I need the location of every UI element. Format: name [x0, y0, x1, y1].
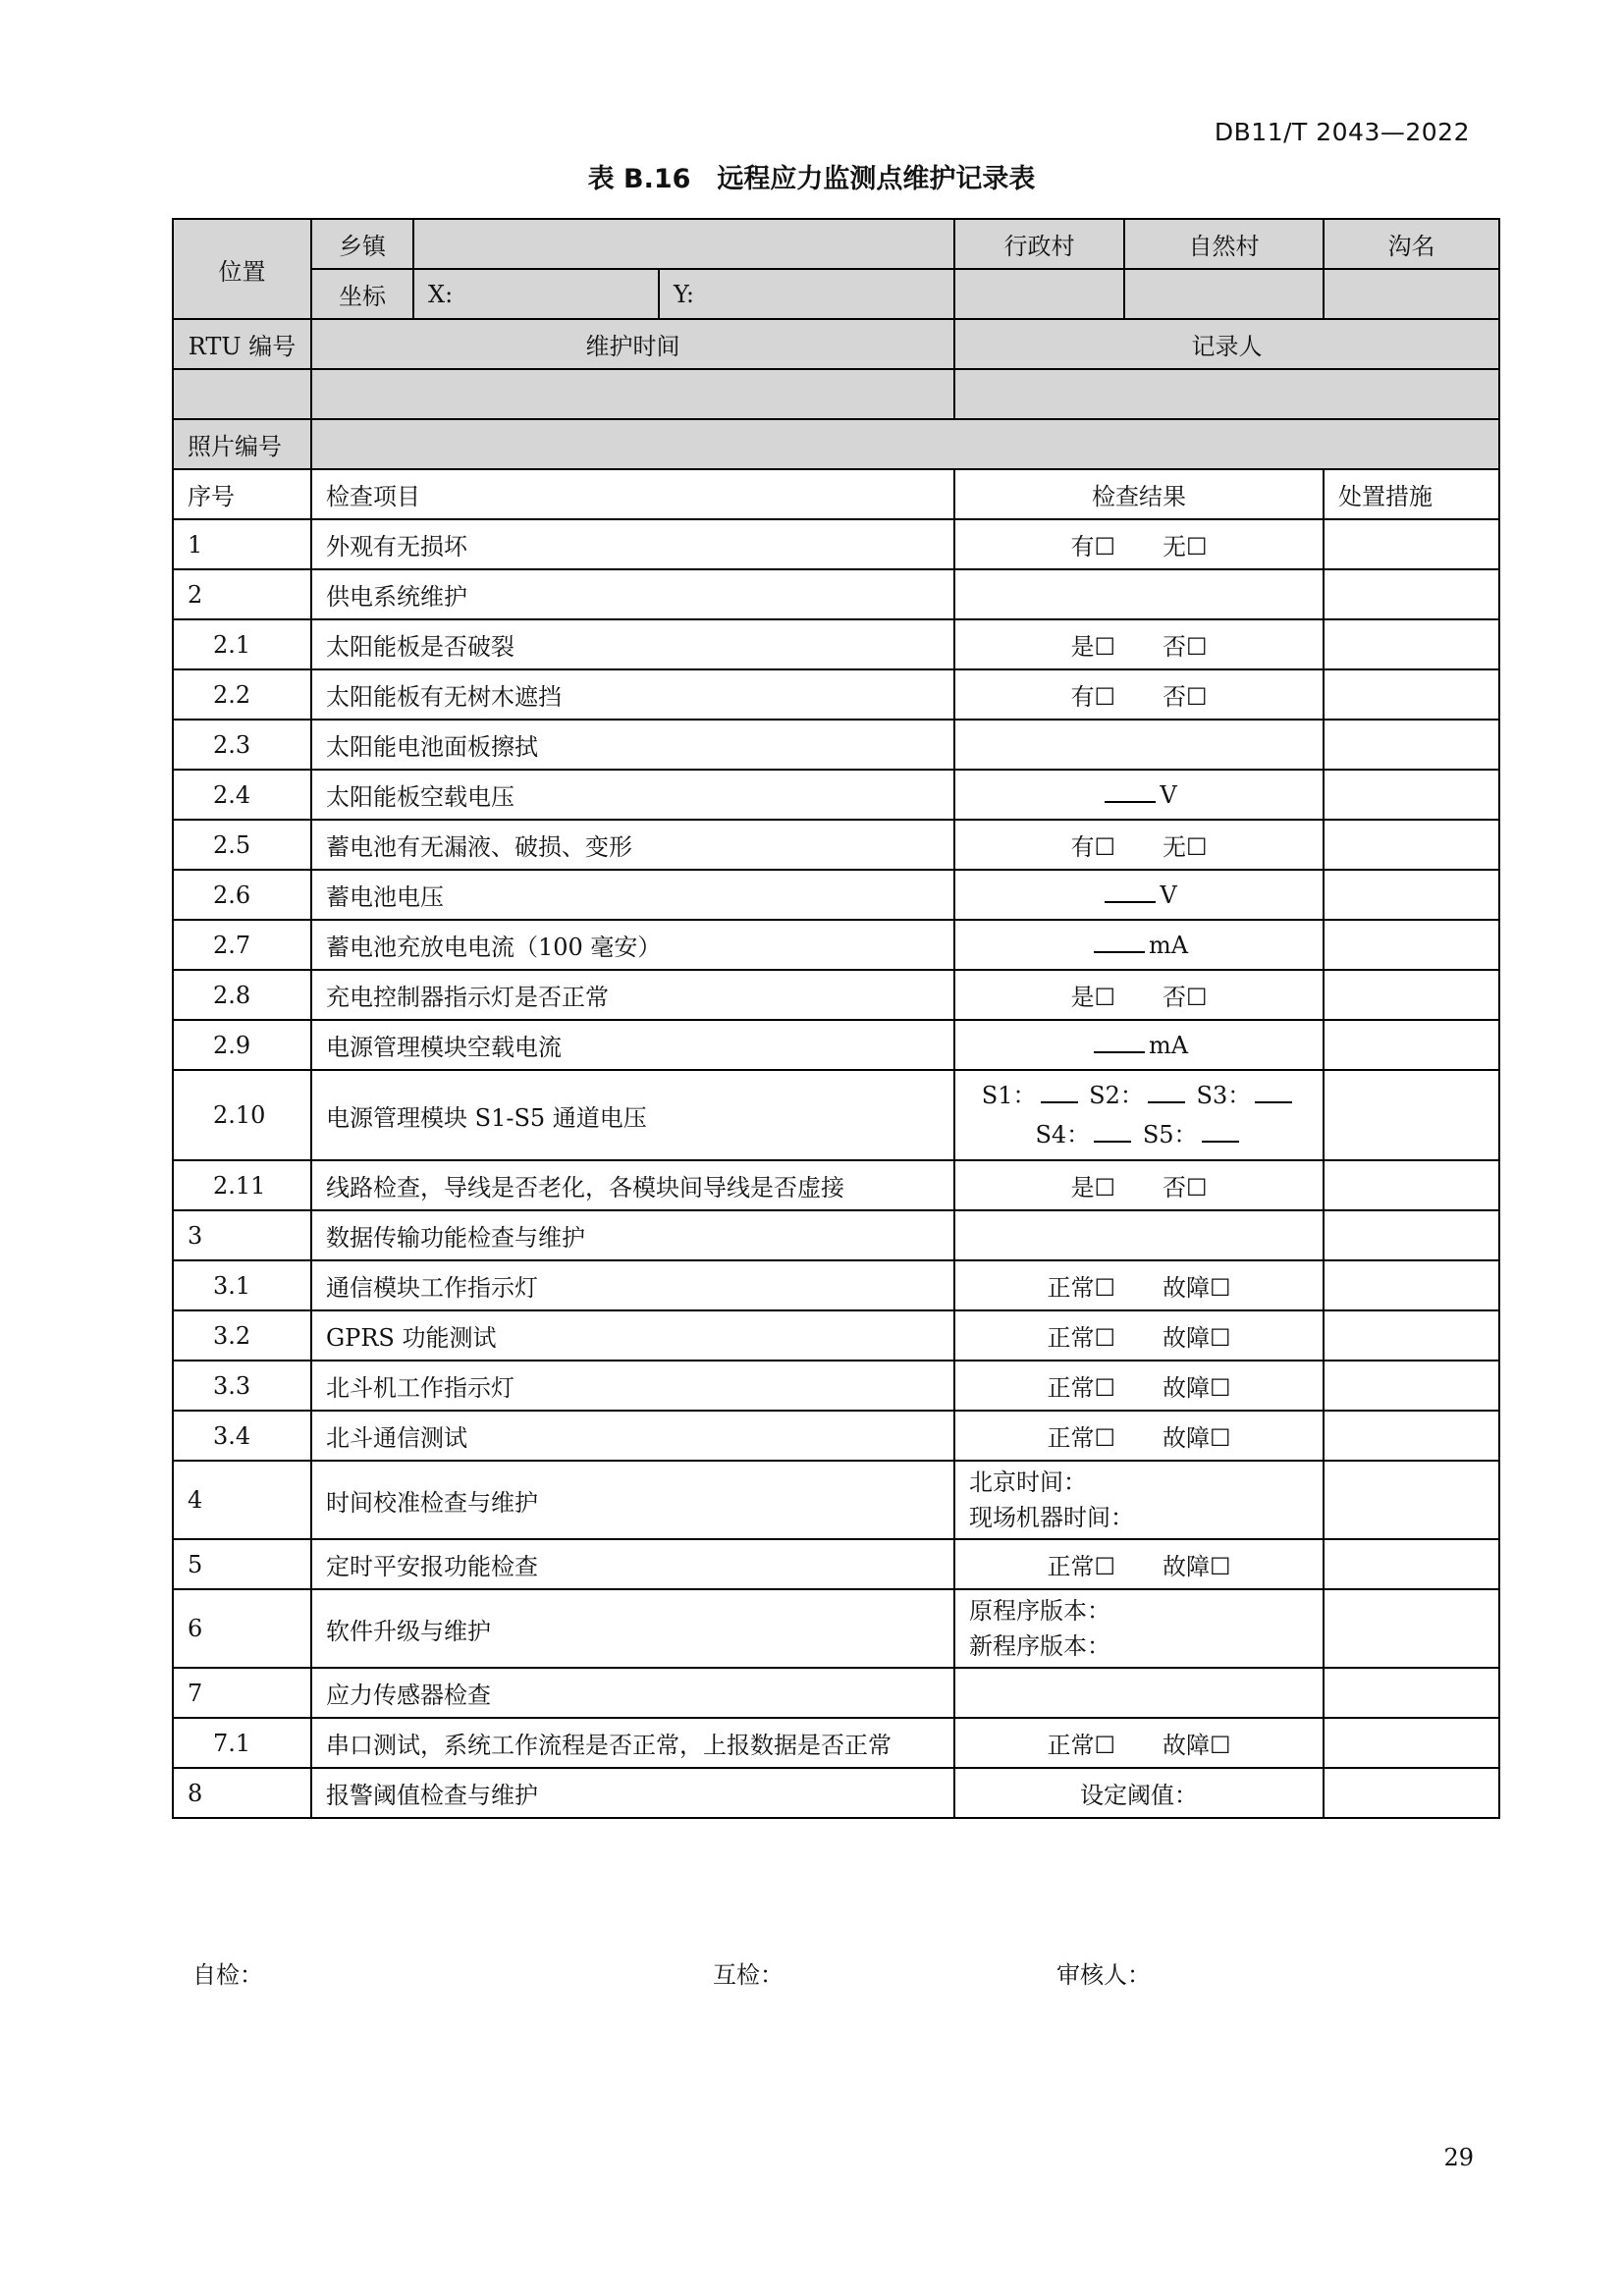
table-row: [173, 519, 1499, 569]
row-seq: 2.5: [173, 820, 311, 870]
checkbox-option[interactable]: 正常☐: [1047, 1324, 1115, 1352]
row-result: [954, 669, 1324, 720]
document-code: DB11/T 2043—2022: [1214, 118, 1470, 146]
table-row: [173, 820, 1499, 870]
row-seq: 2.8: [173, 970, 311, 1020]
checkbox-option[interactable]: 否☐: [1163, 633, 1208, 661]
table-row: [173, 569, 1499, 619]
row-seq: 2.11: [173, 1160, 311, 1210]
x-field[interactable]: X:: [413, 269, 659, 319]
row-action-field[interactable]: [1324, 1210, 1499, 1260]
row-seq: 2.9: [173, 1020, 311, 1070]
channel-label: S2：: [1089, 1082, 1144, 1109]
row-result: [954, 1020, 1324, 1070]
row-seq: 2.2: [173, 669, 311, 720]
row-result: [954, 1361, 1324, 1411]
photo-row: [173, 419, 1499, 469]
maint-time-label: 维护时间: [311, 319, 954, 369]
table-row: [173, 669, 1499, 720]
row-action-field[interactable]: [1324, 1020, 1499, 1070]
row-seq: 6: [173, 1589, 311, 1668]
row-action-field[interactable]: [1324, 1768, 1499, 1818]
row-result: [954, 820, 1324, 870]
row-result: [954, 1668, 1324, 1718]
row-result: [954, 619, 1324, 669]
table-title: 表 B.16 远程应力监测点维护记录表: [587, 164, 1036, 194]
row-seq: 3: [173, 1210, 311, 1260]
table-row: [173, 1539, 1499, 1589]
row-action-field[interactable]: [1324, 820, 1499, 870]
natural-village-field[interactable]: [1124, 269, 1324, 319]
row-seq: 3.4: [173, 1411, 311, 1461]
row-item: 太阳能板是否破裂: [311, 619, 954, 669]
checkbox-option[interactable]: 有☐: [1070, 533, 1115, 561]
blank-field[interactable]: [1105, 781, 1156, 803]
row-result: [954, 1160, 1324, 1210]
table-row: [173, 1070, 1499, 1160]
checkbox-option[interactable]: 有☐: [1070, 683, 1115, 711]
checkbox-option[interactable]: 否☐: [1163, 984, 1208, 1011]
unit-label: mA: [1148, 1031, 1189, 1059]
table-row: [173, 1310, 1499, 1361]
location-row-2: [173, 269, 1499, 319]
maintenance-record-table: [172, 218, 1500, 1819]
table-row: [173, 1768, 1499, 1818]
blank-field[interactable]: [1094, 932, 1145, 953]
row-item: 充电控制器指示灯是否正常: [311, 970, 954, 1020]
row-action-field[interactable]: [1324, 1160, 1499, 1210]
checkbox-option[interactable]: 正常☐: [1047, 1732, 1115, 1759]
row-seq: 3.1: [173, 1260, 311, 1310]
checkbox-option[interactable]: 故障☐: [1163, 1732, 1231, 1759]
checkbox-option[interactable]: 有☐: [1070, 833, 1115, 861]
row-result: [954, 519, 1324, 569]
checkbox-option[interactable]: 正常☐: [1047, 1553, 1115, 1580]
checkbox-option[interactable]: 是☐: [1070, 633, 1115, 661]
channel-line-1: [969, 1076, 1309, 1115]
row-seq: 7.1: [173, 1718, 311, 1768]
row-result: [954, 1260, 1324, 1310]
row-result: [954, 1461, 1324, 1539]
blank-field[interactable]: [1148, 1082, 1185, 1103]
row-item: 电源管理模块 S1-S5 通道电压: [311, 1070, 954, 1160]
table-row: [173, 1718, 1499, 1768]
checkbox-option[interactable]: 正常☐: [1047, 1374, 1115, 1402]
y-field[interactable]: Y:: [659, 269, 954, 319]
blank-field[interactable]: [1094, 1121, 1131, 1143]
checkbox-option[interactable]: 正常☐: [1047, 1424, 1115, 1452]
table-row: [173, 870, 1499, 920]
channel-label: S4：: [1035, 1121, 1091, 1148]
row-result: [954, 1070, 1324, 1160]
row-seq: 1: [173, 519, 311, 569]
row-result: [954, 1718, 1324, 1768]
checkbox-option[interactable]: 故障☐: [1163, 1553, 1231, 1580]
info-header-row: [173, 319, 1499, 369]
seq-header: 序号: [173, 469, 311, 519]
township-label: 乡镇: [311, 219, 413, 269]
table-row: [173, 970, 1499, 1020]
rtu-label: RTU 编号: [173, 319, 311, 369]
column-header-row: [173, 469, 1499, 519]
checkbox-option[interactable]: 无☐: [1163, 833, 1208, 861]
checkbox-option[interactable]: 故障☐: [1163, 1424, 1231, 1452]
site-time-label[interactable]: 现场机器时间：: [969, 1504, 1134, 1531]
row-seq: 2.6: [173, 870, 311, 920]
table-row: [173, 1210, 1499, 1260]
row-seq: 3.3: [173, 1361, 311, 1411]
row-action-field[interactable]: [1324, 1668, 1499, 1718]
row-seq: 3.2: [173, 1310, 311, 1361]
row-seq: 8: [173, 1768, 311, 1818]
row-item: 北斗机工作指示灯: [311, 1361, 954, 1411]
row-item: 太阳能电池面板擦拭: [311, 720, 954, 770]
checkbox-option[interactable]: 无☐: [1163, 533, 1208, 561]
maint-time-field[interactable]: [311, 369, 954, 419]
channel-label: S5：: [1142, 1121, 1198, 1148]
coords-label: 坐标: [311, 269, 413, 319]
photo-field[interactable]: [311, 419, 1499, 469]
table-row: [173, 1260, 1499, 1310]
table-row: [173, 770, 1499, 820]
checkbox-option[interactable]: 是☐: [1070, 984, 1115, 1011]
row-action-field[interactable]: [1324, 970, 1499, 1020]
row-result: [954, 1411, 1324, 1461]
table-row: [173, 1160, 1499, 1210]
row-seq: 2.4: [173, 770, 311, 820]
blank-field[interactable]: [1255, 1082, 1292, 1103]
row-result: [954, 770, 1324, 820]
row-item: 北斗通信测试: [311, 1411, 954, 1461]
checkbox-option[interactable]: 正常☐: [1047, 1274, 1115, 1302]
row-item: 报警阈值检查与维护: [311, 1768, 954, 1818]
row-item: 电源管理模块空载电流: [311, 1020, 954, 1070]
row-action-field[interactable]: [1324, 1461, 1499, 1539]
table-row: [173, 920, 1499, 970]
row-item: 蓄电池有无漏液、破损、变形: [311, 820, 954, 870]
row-action-field[interactable]: [1324, 1070, 1499, 1160]
table-row: [173, 1020, 1499, 1070]
photo-label: 照片编号: [173, 419, 311, 469]
channel-line-2: [969, 1115, 1309, 1154]
row-action-field[interactable]: [1324, 619, 1499, 669]
blank-field[interactable]: [1094, 1032, 1145, 1053]
row-seq: 2: [173, 569, 311, 619]
location-row-1: [173, 219, 1499, 269]
unit-label: mA: [1148, 931, 1189, 959]
blank-field[interactable]: [1202, 1121, 1239, 1143]
checkbox-option[interactable]: 是☐: [1070, 1174, 1115, 1201]
table-row: [173, 619, 1499, 669]
row-item: 应力传感器检查: [311, 1668, 954, 1718]
reviewer-label: 审核人：: [1056, 1961, 1151, 1989]
mutual-check-label: 互检：: [713, 1961, 784, 1989]
row-item: GPRS 功能测试: [311, 1310, 954, 1361]
row-item: 蓄电池电压: [311, 870, 954, 920]
gully-name-field[interactable]: [1324, 269, 1499, 319]
new-version-label[interactable]: 新程序版本：: [969, 1632, 1110, 1660]
row-seq: 5: [173, 1539, 311, 1589]
result-header: 检查结果: [954, 469, 1324, 519]
row-action-field[interactable]: [1324, 720, 1499, 770]
row-item: 时间校准检查与维护: [311, 1461, 954, 1539]
row-item: 串口测试，系统工作流程是否正常，上报数据是否正常: [311, 1718, 954, 1768]
table-row: [173, 1668, 1499, 1718]
row-result: [954, 1539, 1324, 1589]
row-item: 通信模块工作指示灯: [311, 1260, 954, 1310]
row-result: [954, 870, 1324, 920]
row-action-field[interactable]: [1324, 1411, 1499, 1461]
blank-field[interactable]: [1105, 881, 1156, 903]
row-action-field[interactable]: [1324, 1361, 1499, 1411]
row-action-field[interactable]: [1324, 1310, 1499, 1361]
row-action-field[interactable]: [1324, 1260, 1499, 1310]
table-row: [173, 1461, 1499, 1539]
row-result: [954, 920, 1324, 970]
row-item: 太阳能板有无树木遮挡: [311, 669, 954, 720]
page-number: 29: [1443, 2144, 1474, 2171]
row-seq: 2.10: [173, 1070, 311, 1160]
township-field[interactable]: [413, 219, 954, 269]
row-item: 线路检查，导线是否老化，各模块间导线是否虚接: [311, 1160, 954, 1210]
recorder-label: 记录人: [954, 319, 1499, 369]
unit-label: V: [1160, 881, 1177, 909]
recorder-field[interactable]: [954, 369, 1499, 419]
row-seq: 2.1: [173, 619, 311, 669]
row-action-field[interactable]: [1324, 770, 1499, 820]
row-item: 供电系统维护: [311, 569, 954, 619]
row-seq: 4: [173, 1461, 311, 1539]
row-result: [954, 1589, 1324, 1668]
row-seq: 7: [173, 1668, 311, 1718]
row-seq: 2.7: [173, 920, 311, 970]
info-value-row: [173, 369, 1499, 419]
table-row: [173, 1361, 1499, 1411]
table-row: [173, 720, 1499, 770]
beijing-time-label[interactable]: 北京时间：: [969, 1468, 1087, 1496]
row-item: 定时平安报功能检查: [311, 1539, 954, 1589]
channel-label: S3：: [1196, 1082, 1252, 1109]
row-result: [954, 970, 1324, 1020]
row-seq: 2.3: [173, 720, 311, 770]
old-version-label[interactable]: 原程序版本：: [969, 1597, 1110, 1625]
natural-village-label: 自然村: [1124, 219, 1324, 269]
admin-village-field[interactable]: [954, 269, 1124, 319]
row-result: [954, 1210, 1324, 1260]
unit-label: V: [1160, 780, 1177, 809]
channel-label: S1：: [981, 1082, 1037, 1109]
table-row: [173, 1411, 1499, 1461]
action-header: 处置措施: [1324, 469, 1499, 519]
location-label: 位置: [173, 219, 311, 319]
row-action-field[interactable]: [1324, 870, 1499, 920]
checkbox-option[interactable]: 否☐: [1163, 683, 1208, 711]
checkbox-option[interactable]: 故障☐: [1163, 1274, 1231, 1302]
checkbox-option[interactable]: 故障☐: [1163, 1324, 1231, 1352]
row-item: 数据传输功能检查与维护: [311, 1210, 954, 1260]
row-action-field[interactable]: [1324, 569, 1499, 619]
admin-village-label: 行政村: [954, 219, 1124, 269]
row-action-field[interactable]: [1324, 920, 1499, 970]
rtu-field[interactable]: [173, 369, 311, 419]
row-action-field[interactable]: [1324, 669, 1499, 720]
row-action-field[interactable]: [1324, 1539, 1499, 1589]
checkbox-option[interactable]: 故障☐: [1163, 1374, 1231, 1402]
row-action-field[interactable]: [1324, 519, 1499, 569]
row-result: [954, 720, 1324, 770]
row-action-field[interactable]: [1324, 1718, 1499, 1768]
row-result: [954, 569, 1324, 619]
row-action-field[interactable]: [1324, 1589, 1499, 1668]
row-item: 软件升级与维护: [311, 1589, 954, 1668]
row-item: 外观有无损坏: [311, 519, 954, 569]
row-item: 太阳能板空载电压: [311, 770, 954, 820]
row-item: 蓄电池充放电电流（100 毫安）: [311, 920, 954, 970]
table-row: [173, 1589, 1499, 1668]
blank-field[interactable]: [1041, 1082, 1078, 1103]
self-check-label: 自检：: [192, 1961, 263, 1989]
row-result: [954, 1310, 1324, 1361]
item-header: 检查项目: [311, 469, 954, 519]
gully-name-label: 沟名: [1324, 219, 1499, 269]
checkbox-option[interactable]: 否☐: [1163, 1174, 1208, 1201]
row-result[interactable]: 设定阈值：: [954, 1768, 1324, 1818]
